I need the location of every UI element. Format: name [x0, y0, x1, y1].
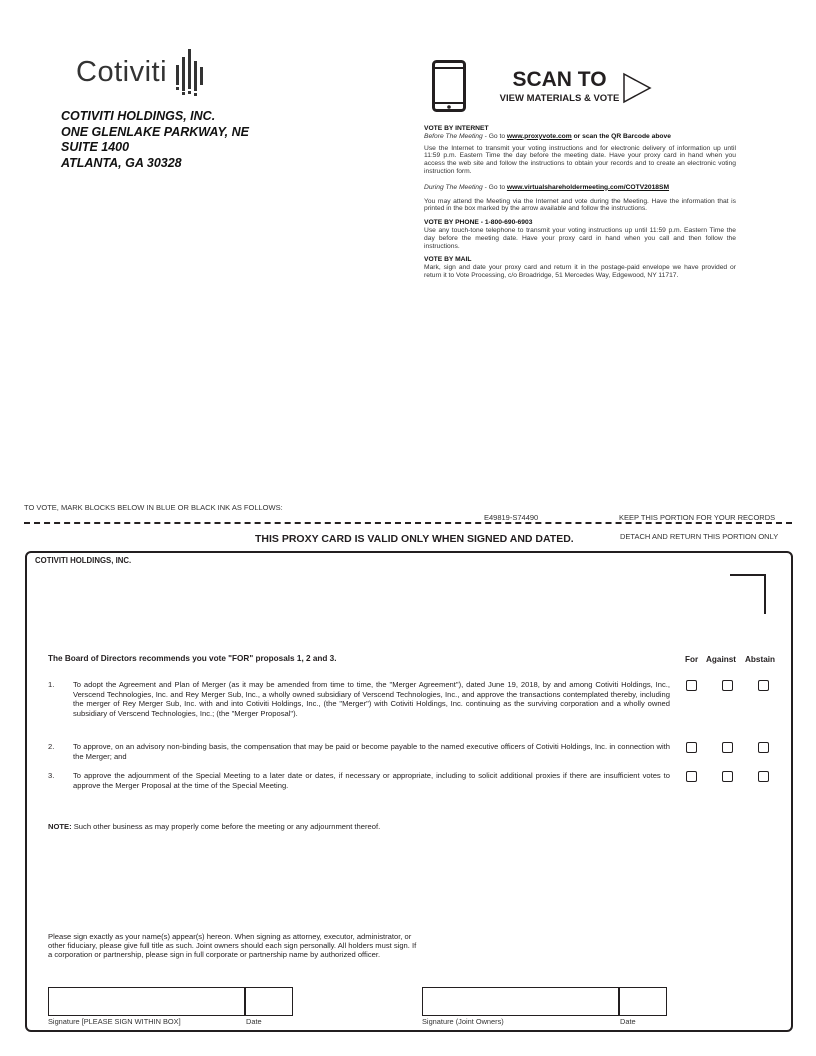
detach-portion-text: DETACH AND RETURN THIS PORTION ONLY [620, 532, 779, 541]
joint-signature-label: Signature (Joint Owners) [422, 1017, 504, 1026]
proposal-item [48, 680, 670, 718]
board-recommendation: The Board of Directors recommends you vote "FOR" proposals 1, 2 and 3. [48, 654, 337, 663]
detach-line [24, 522, 792, 524]
signature-label: Signature [PLEASE SIGN WITHIN BOX] [48, 1017, 181, 1026]
proposal-1-against-checkbox[interactable] [722, 680, 733, 691]
proposal-number: 1. [48, 680, 55, 689]
company-logo-text: Cotiviti [76, 56, 168, 88]
vote-by-internet-section [424, 125, 736, 280]
date-label: Date [246, 1017, 262, 1026]
note-label: NOTE: [48, 822, 72, 831]
joint-signature-box[interactable] [422, 987, 620, 1016]
proposal-item [48, 771, 670, 790]
address-line: COTIVITI HOLDINGS, INC. [61, 109, 216, 123]
vote-internet-heading: VOTE BY INTERNET [424, 125, 489, 132]
column-for: For [685, 655, 699, 664]
proposal-2-against-checkbox[interactable] [722, 742, 733, 753]
vote-internet-during-body: You may attend the Meeting via the Internet and vote during the Meeting. Have the information that is printed in the box marked by the arrow available and follow the instructions. [424, 197, 736, 213]
address-line: SUITE 1400 [61, 140, 130, 154]
control-number: E49819-S74490 [478, 513, 544, 522]
smartphone-icon [432, 60, 466, 112]
proposal-number: 2. [48, 742, 55, 751]
scan-title: SCAN TO [512, 68, 607, 91]
date-box[interactable] [244, 987, 293, 1016]
virtual-meeting-link[interactable]: www.virtualshareholdermeeting.com/COTV2018SM [506, 183, 670, 191]
proposal-3-for-checkbox[interactable] [686, 771, 697, 782]
signature-box[interactable] [48, 987, 246, 1016]
scan-subtitle: VIEW MATERIALS & VOTE [499, 93, 620, 104]
address-line: ONE GLENLAKE PARKWAY, NE [61, 124, 249, 139]
address-line: ATLANTA, GA 30328 [61, 155, 182, 170]
proposal-3-against-checkbox[interactable] [722, 771, 733, 782]
proxy-card [25, 551, 793, 1032]
proposal-item [48, 742, 670, 761]
vote-internet-during: During The Meeting - Go to www.virtualshareholdermeeting.com/COTV2018SM [424, 183, 670, 191]
proposal-text: To approve the adjournment of the Special Meeting to a later date or dates, if necessary or appropriate, including to solicit additional proxies if there are insufficient votes to approve the Merger Proposal at the time of the Special Meeting. [73, 771, 670, 790]
proposal-text: To approve, on an advisory non-binding basis, the compensation that may be paid or become payable to the named executive officers of Cotiviti Holdings, Inc. in connection with the Merger; and [73, 742, 670, 761]
keep-portion-text: KEEP THIS PORTION FOR YOUR RECORDS [615, 513, 779, 522]
vote-mail-heading: VOTE BY MAIL [424, 256, 472, 264]
cotiviti-logo-icon [174, 47, 210, 97]
valid-notice: THIS PROXY CARD IS VALID ONLY WHEN SIGNED AND DATED. [255, 533, 574, 545]
vote-internet-before: Before The Meeting - Go to www.proxyvote.com or scan the QR Barcode above [424, 132, 671, 140]
card-company-name: COTIVITI HOLDINGS, INC. [35, 556, 132, 565]
company-address [61, 109, 249, 171]
column-against: Against [706, 655, 737, 664]
proposal-number: 3. [48, 771, 55, 780]
joint-date-label: Date [620, 1017, 636, 1026]
column-abstain: Abstain [745, 655, 776, 664]
play-arrow-icon [622, 72, 652, 104]
note [48, 822, 380, 831]
proposal-3-abstain-checkbox[interactable] [758, 771, 769, 782]
proxyvote-link[interactable]: www.proxyvote.com [506, 132, 572, 140]
proposal-1-for-checkbox[interactable] [686, 680, 697, 691]
proposal-2-for-checkbox[interactable] [686, 742, 697, 753]
vote-internet-body: Use the Internet to transmit your voting instructions and for electronic delivery of information up until 11:59 p.m. Eastern Time the day before the meeting date. Have your proxy card in hand when you access the web site and follow the instructions to obtain your records and to create an electronic voting instruction form. [424, 144, 736, 175]
mark-instructions: TO VOTE, MARK BLOCKS BELOW IN BLUE OR BLACK INK AS FOLLOWS: [24, 503, 283, 512]
proposal-2-abstain-checkbox[interactable] [758, 742, 769, 753]
note-text: Such other business as may properly come before the meeting or any adjournment thereof. [71, 822, 381, 831]
proposal-text: To adopt the Agreement and Plan of Merger (as it may be amended from time to time, the "Merger Agreement"), dated June 19, 2018, by and among Cotiviti Holdings, Inc., Verscend Technologies, Inc. and Rey Merger Sub, Inc., a wholly owned subsidiary of Verscend Technologies, Inc., and approve the transactions contemplated thereby, including the merger of Rey Merger Sub, Inc. with and into Cotiviti Holdings, Inc., (the "Merger") with Cotiviti Holdings, Inc. continuing as the surviving corporation and a wholly owned subsidiary of Verscend Technologies, Inc.; (the "Merger Proposal"). [73, 680, 670, 718]
address-window-corner [730, 574, 766, 614]
proposal-1-abstain-checkbox[interactable] [758, 680, 769, 691]
joint-date-box[interactable] [618, 987, 667, 1016]
vote-mail-body: Mark, sign and date your proxy card and return it in the postage-paid envelope we have provided or return it to Vote Processing, c/o Broadridge, 51 Mercedes Way, Edgewood, NY 11717. [424, 264, 736, 279]
vote-phone-heading: VOTE BY PHONE - 1-800-690-6903 [424, 219, 533, 227]
vote-phone-body: Use any touch-tone telephone to transmit your voting instructions up until 11:59 p.m. Eastern Time the day before the meeting date. Have your proxy card in hand when you call and then follow the instructions. [424, 226, 736, 250]
sign-instructions: Please sign exactly as your name(s) appear(s) hereon. When signing as attorney, executor, administrator, or other fiduciary, please give full title as such. Joint owners should each sign personally. All holders must sign. If a corporation or partnership, please sign in full corporate or partnership name by authorized officer. [48, 932, 417, 959]
